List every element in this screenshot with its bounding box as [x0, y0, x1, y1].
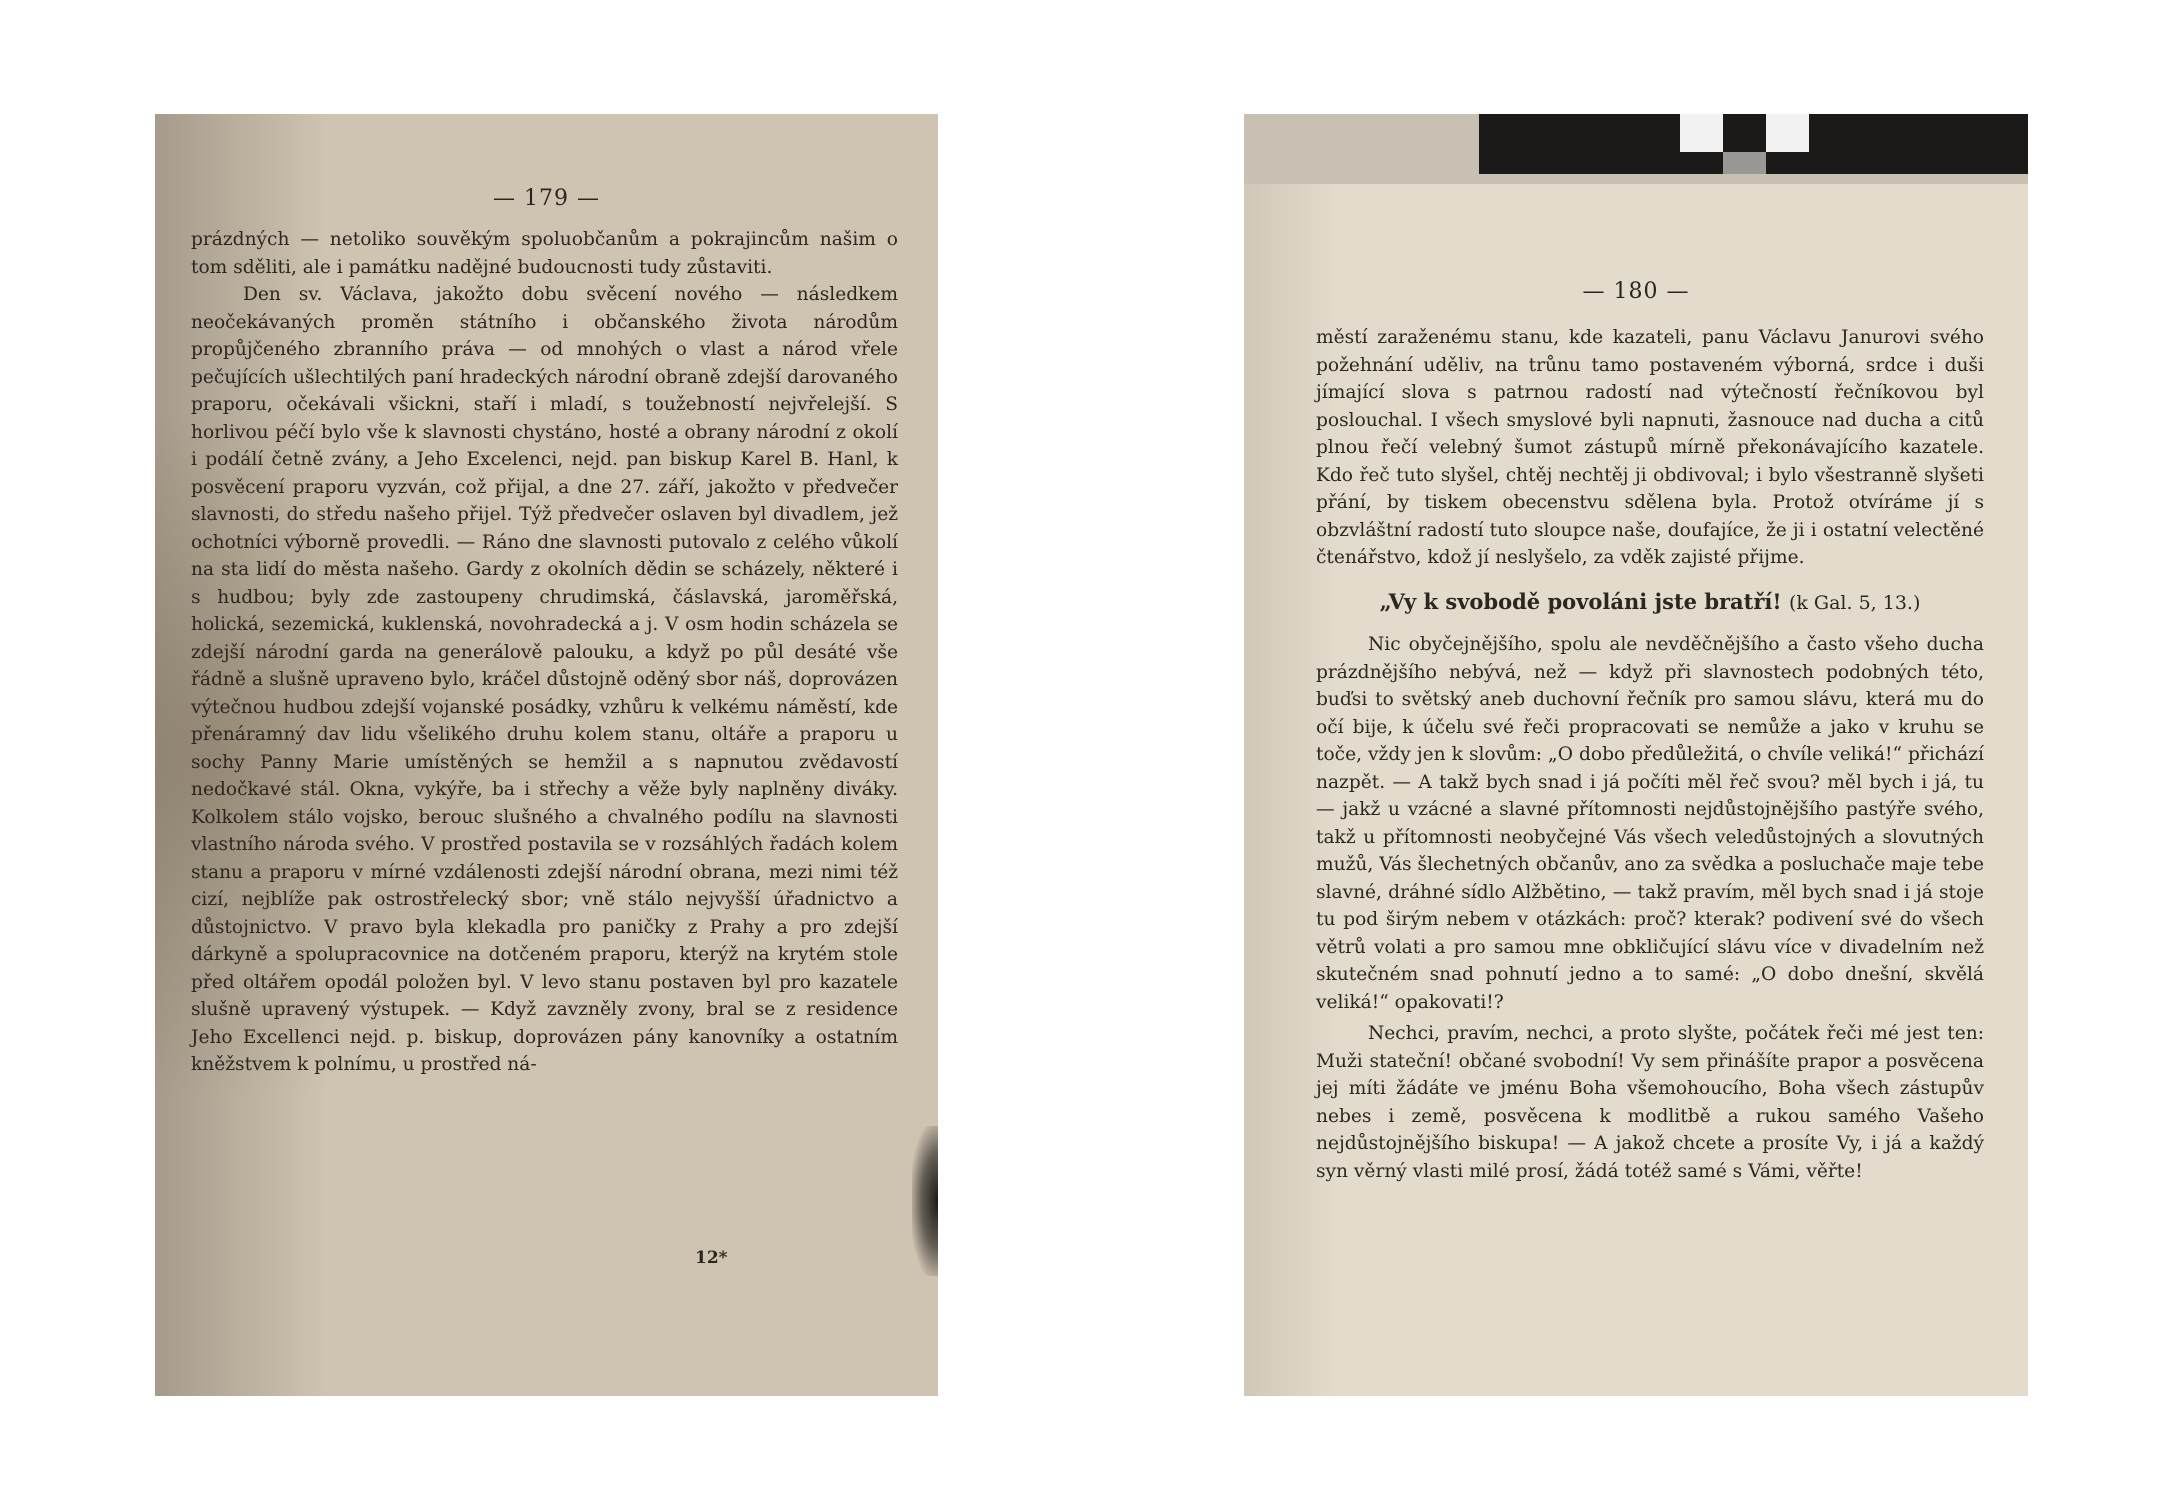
right-page-text: [1316, 324, 1984, 1185]
right-book-page: [1244, 114, 2028, 1396]
left-book-page: [155, 114, 938, 1396]
paragraph-sermon-intro: městí zaraženému stanu, kde kazateli, panu Václavu Janurovi svého požehnání uděliv, na trůnu tamo postaveném výborná, srdce i duši jímající slova s patrnou radostí nad výtečností řečníkovou byl poslouchal. I všech smyslové byli napnuti, žasnouce nad ducha a citů plnou řečí velebný šumot zástupů mírně překonávajícího kazatele. Kdo řeč tuto slyšel, chtěj nechtěj ji obdivoval; i bylo všestranně slyšeti přání, by tiskem obecenstvu sdělena byla. Protož otvíráme jí s obzvláštní radostí tuto sloupce naše, doufajíce, že ji i ostatní velectěné čtenářstvo, kdož jí neslyšelo, za vděk zajisté přijme.: [1316, 327, 1984, 568]
page-number-180: — 180 —: [1582, 279, 1690, 304]
page-shadow: [912, 1126, 938, 1276]
paragraph-day-of-st-wenceslas: Den sv. Václava, jakožto dobu svěcení nového — následkem neočekávaných proměn státního i občanského života národům propůjčeného zbranního práva — od mnohých o vlast a národ vřele pečujících ušlechtilých paní hradeckých národní obraně zdejší darovaného praporu, očekávali všickni, staří i mladí, s toužebností nejvřelejší. S horlivou péčí bylo vše k slavnosti chystáno, hosté a obrany národní z okolí i podálí četně zvány, a Jeho Excelenci, nejd. pan biskup Karel B. Hanl, k posvěcení praporu vyzván, což přijal, a dne 27. září, jakožto v předvečer slavnosti, do středu našeho přijel. Týž předvečer oslaven byl divadlem, jež ochotníci výborně provedli. — Ráno dne slavnosti putovalo z celého vůkolí na sta lidí do města našeho. Gardy z okolních dědin se scházely, některé i s hudbou; byly zde zastoupeny chrudimská, čáslavská, jaroměřská, holická, sezemická, kuklenská, novohradecká a j. V osm hodin scházela se zdejší národní garda na generálově palouku, a když po půl desáté vše řádně a slušně upraveno bylo, kráčel důstojně oděný sbor náš, doprovázen výtečnou hudbou zdejší vojanské posádky, vzhůru k velkému náměstí, kde přenáramný dav lidu všelikého druhu kolem stanu, oltáře a praporu u sochy Panny Marie umístěných se hemžil a s napnutou zvědavostí nedočkavé stál. Okna, vykýře, ba i střechy a věže byly naplněny diváky. Kolkolem stálo vojsko, berouc slušného a chvalného podílu na slavnosti vlastního národa svého. V prostřed postavila se v rozsáhlých řadách kolem stanu a praporu v mírné vzdálenosti zdejší národní obrana, mezi nimi též cizí, nejblíže pak ostrostřelecký sbor; vně stálo nejvyšší úřadnictvo a důstojnictvo. V pravo byla klekadla pro paničky z Prahy a pro zdejší dárkyně a spolupracovnice na dotčeném praporu, kterýž na krytém stole před oltářem opodál položen byl. V levo stanu postaven byl pro kazatele slušně upravený výstupek. — Když zavzněly zvony, bral se z residence Jeho Excellenci nejd. p. biskup, doprovázen pány kanovníky a ostatním kněžstvem k polnímu, u prostřed ná-: [191, 284, 898, 1075]
paragraph-sermon-body-1: Nic obyčejnějšího, spolu ale nevděčnějšího a často všeho ducha prázdnějšího nebývá, než — když při slavnostech podobných této, buďsi to světský aneb duchovní řečník pro samou slávu, která mu do očí bije, k účelu své řeči propracovati se nemůže a jako v kruhu se toče, vždy jen k slovům: „O dobo předůležitá, o chvíle veliká!“ přichází nazpět. — A takž bych snad i já počíti měl řeč svou? měl bych i já, tu — jakž u vzácné a slavné přítomnosti nejdůstojnějšího pastýře svého, takž u přítomnosti neobyčejné Vás všech veledůstojných a slovutných mužů, Vás šlechetných občanův, ano za svědka a posluchače maje tebe slavné, dráhné sídlo Alžbětino, — takž pravím, měl bych snad i já stoje tu pod širým nebem v otázkách: proč? kterak? podivení své do všech větrů volati a pro samou mne obkličující slávu více v divadelním než skutečném snad pohnutí jedno a to samé: „O dobo dnešní, skvělá veliká!“ opakovati!?: [1316, 634, 1984, 1013]
sermon-title: „Vy k svobodě povoláni jste bratří!: [1379, 588, 1782, 614]
page-number-179: — 179 —: [493, 186, 600, 211]
left-page-text: [191, 226, 898, 1079]
sermon-citation: (k Gal. 5, 13.): [1788, 591, 1921, 614]
paragraph-sermon-body-2: Nechci, pravím, nechci, a proto slyšte, počátek řeči mé jest ten: Muži stateční! občané svobodní! Vy sem přinášíte prapor a posvěcena jej míti žádáte ve jménu Boha všemohoucího, Boha všech zástupův nebes i země, posvěcena k modlitbě a rukou samého Vašeho nejdůstojnějšího biskupa! — A jakož chcete a prosíte Vy, i já a každý syn věrný vlasti milé prosí, žádá totéž samé s Vámi, věřte!: [1316, 1023, 1984, 1182]
paragraph-continuation: prázdných — netoliko souvěkým spoluobčanům a pokrajincům našim o tom sděliti, ale i památku nadějné budoucnosti tudy zůstaviti.: [191, 229, 898, 278]
scanner-calibration-strip: [1244, 114, 2028, 184]
signature-mark: 12*: [695, 1248, 728, 1268]
sermon-heading: [1316, 588, 1984, 618]
